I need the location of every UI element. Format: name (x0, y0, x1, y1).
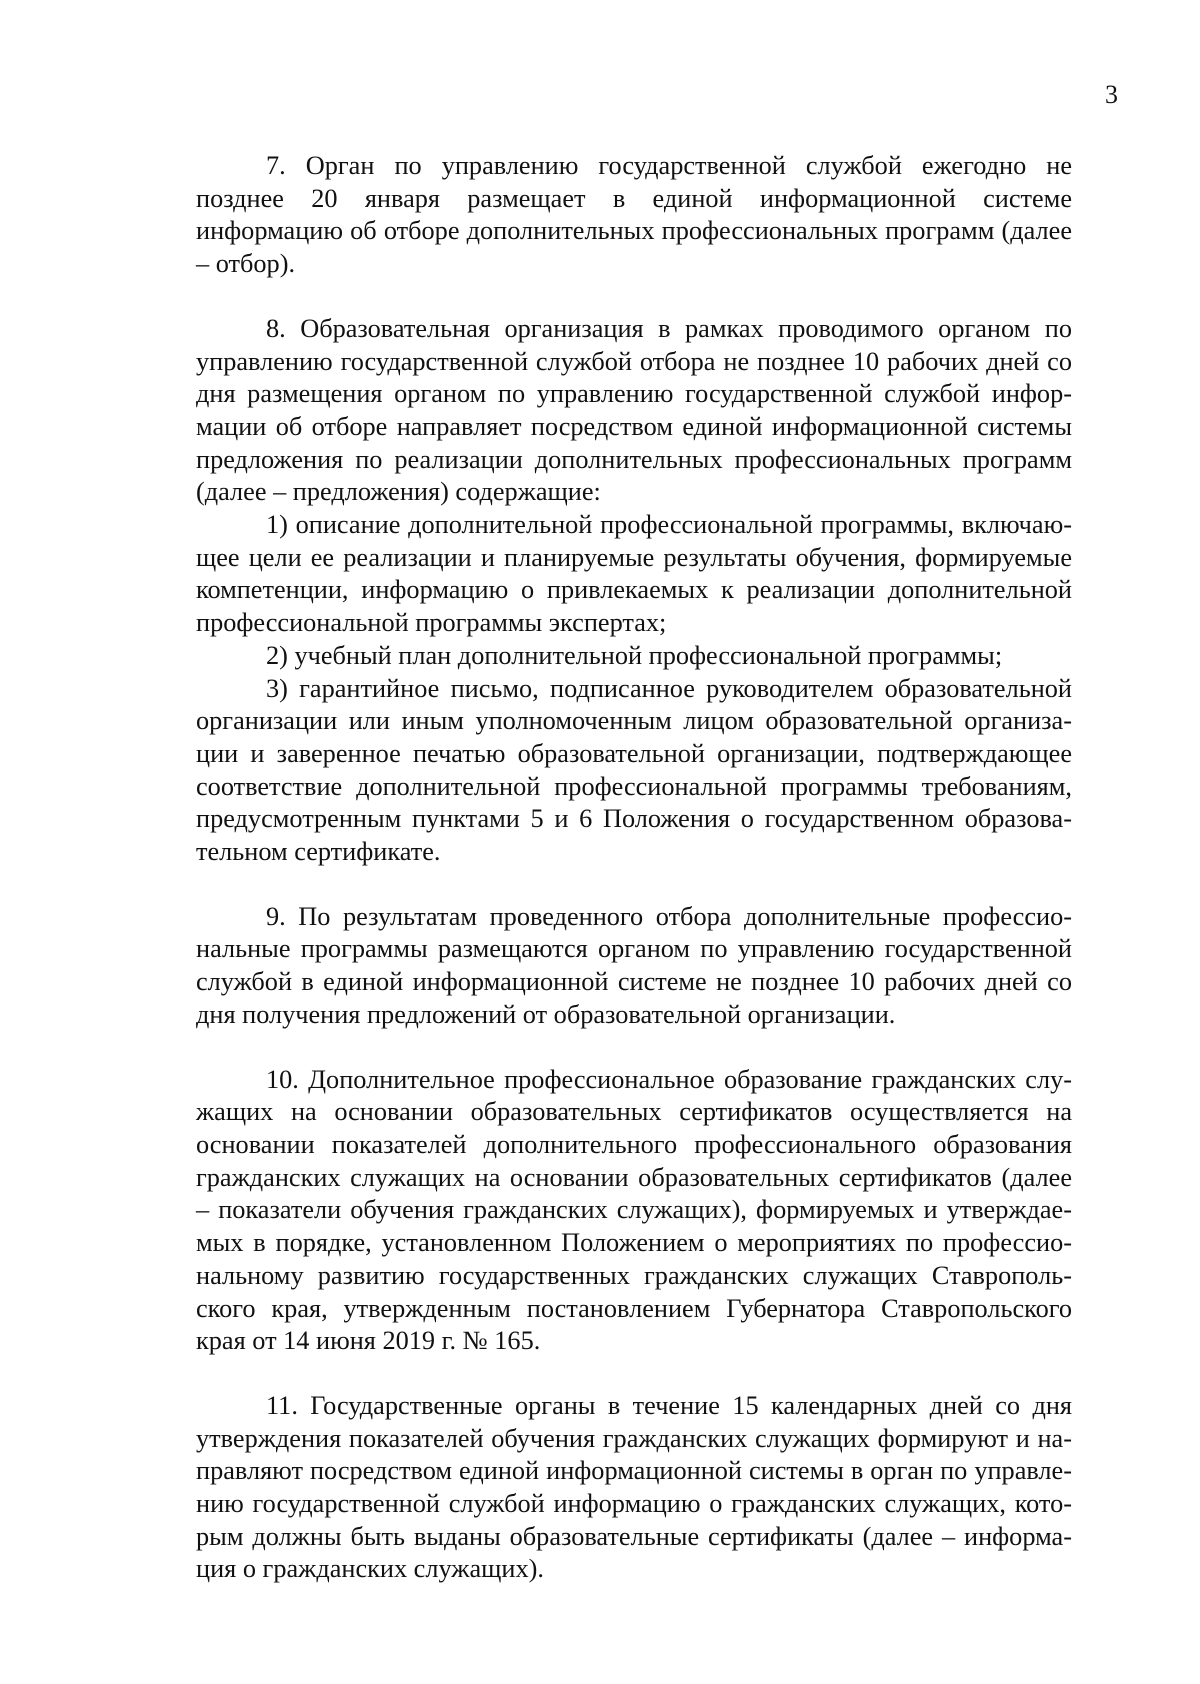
paragraph-10: 10. Дополнительное профессиональное образование гражданских служащих на основании образовательных сертификатов осуществляется на основании показателей дополнительного профессионального образования гражданских служащих на основании образовательных сертификатов (далее – показатели обучения гражданских служащих), формируемых и утверждаемых в порядке, установленном Положением о мероприятиях по профессиональному развитию государственных гражданских служащих Ставропольского края, утвержденным постановлением Губернатора Ставропольского края от 14 июня 2019 г. № 165. (196, 1064, 1072, 1356)
paragraph-11: 11. Государственные органы в течение 15 календарных дней со дня утверждения показателей обучения гражданских служащих формируют и направляют посредством единой информационной системы в орган по управлению государственной службой информацию о гражданских служащих, которым должны быть выданы образовательные сертификаты (далее – информация о гражданских служащих). (196, 1390, 1072, 1584)
paragraph-8-item-2: 2) учебный план дополнительной профессиональной программы; (266, 640, 1003, 670)
paragraph-8: 8. Образовательная организация в рамках проводимого органом по управлению государственной службой отбора не позднее 10 рабочих дней со дня размещения органом по управлению государственной службой информации об отборе направляет посредством единой информационной системы предложения по реализации дополнительных профессиональных программ (далее – предложения) содержащие: (196, 313, 1072, 507)
paragraph-8-item-1: 1) описание дополнительной профессиональной программы, включающее цели ее реализации и планируемые результаты обучения, формируемые компетенции, информацию о привлекаемых к реализации дополнительной профессиональной программы экспертах; (196, 510, 1072, 638)
page-number: 3 (1105, 80, 1118, 109)
paragraph-8-item-3: 3) гарантийное письмо, подписанное руководителем образовательной организации или иным уполномоченным лицом образовательной организации и заверенное печатью образовательной организации, подтверждающее соответствие дополнительной профессиональной программы требованиям, предусмотренным пунктами 5 и 6 Положения о государственном образовательном сертификате. (196, 673, 1072, 867)
paragraph-9: 9. По результатам проведенного отбора дополнительные профессиональные программы размещаются органом по управлению государственной службой в единой информационной системе не позднее 10 рабочих дней со дня получения предложений от образовательной организации. (196, 901, 1072, 1029)
document-text (196, 150, 1072, 1586)
paragraph-7: 7. Орган по управлению государственной службой ежегодно не позднее 20 января размещает в единой информационной системе информацию об отборе дополнительных профессиональных программ (далее – отбор). (196, 151, 1072, 279)
